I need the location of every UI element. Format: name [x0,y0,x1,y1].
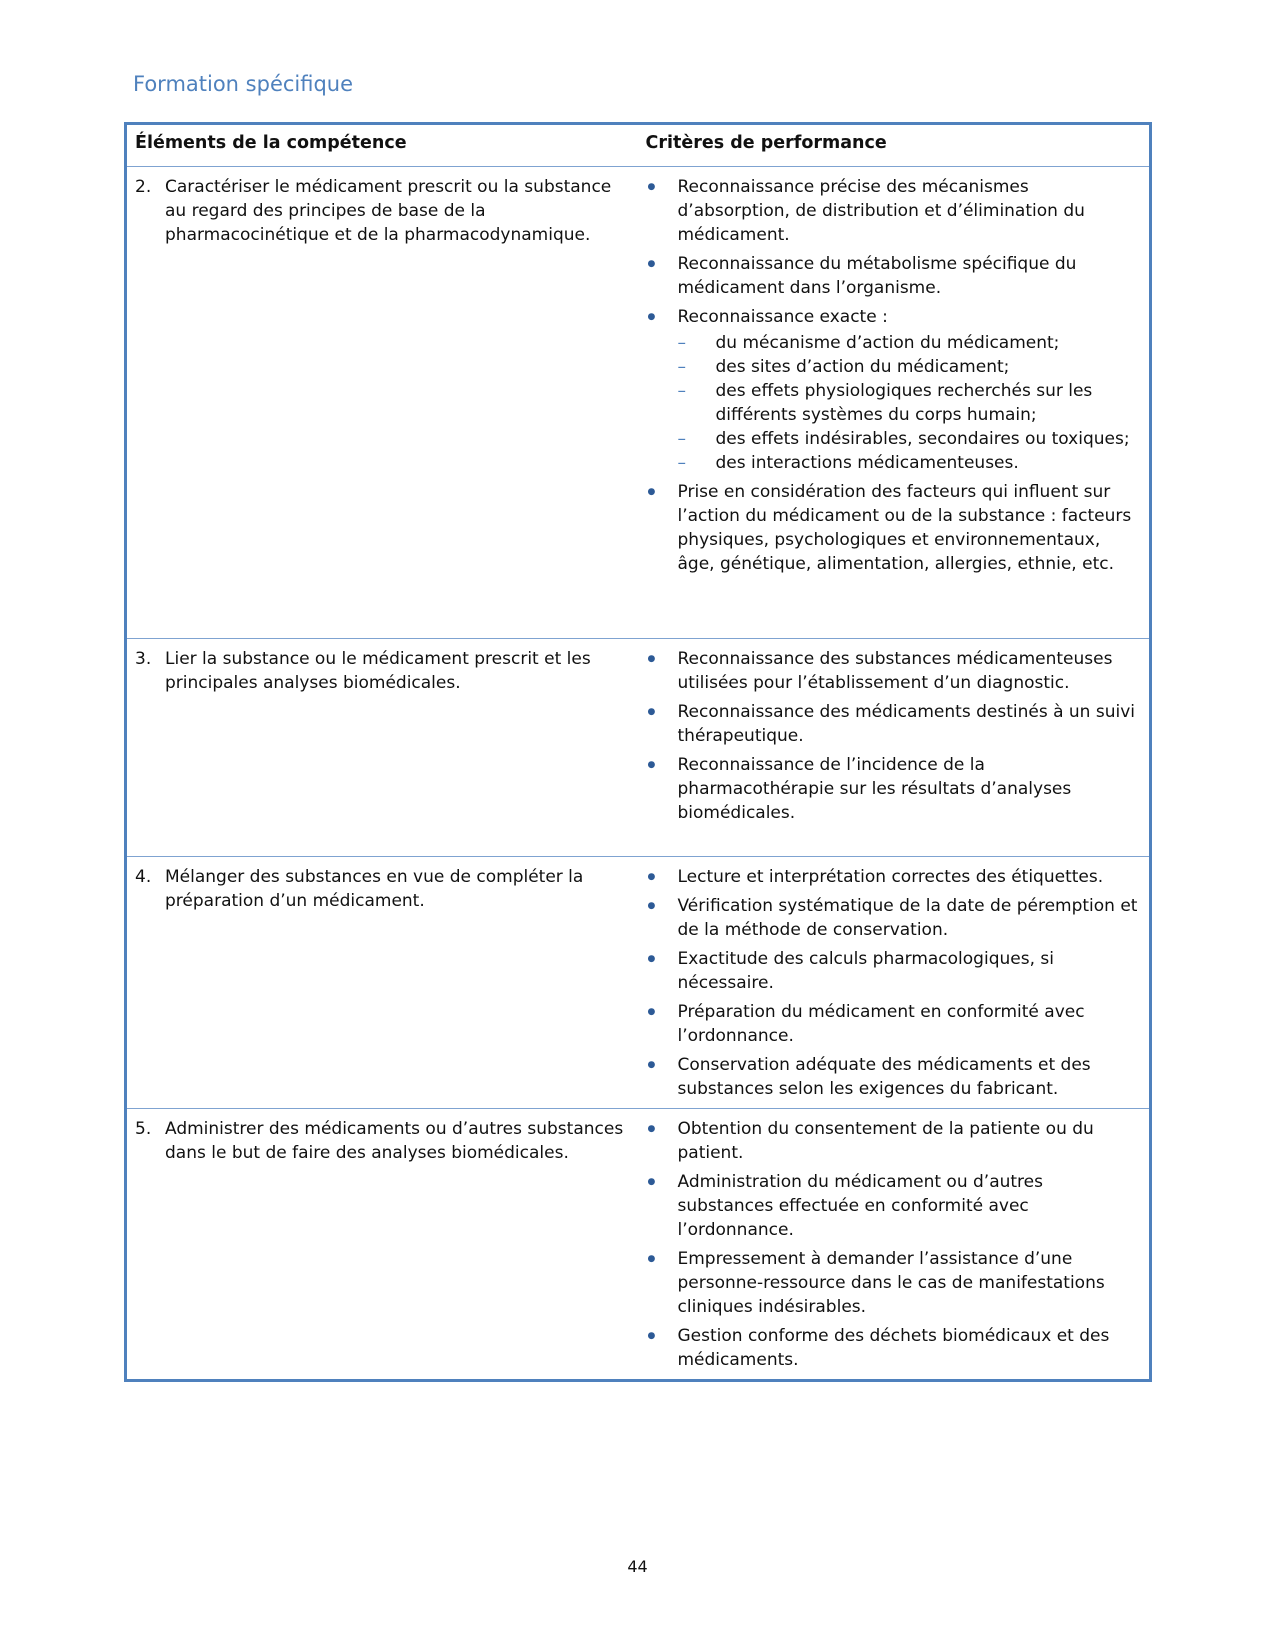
criterion-text: Reconnaissance des médicaments destinés à un suivi thérapeutique. [677,702,1135,746]
sub-item [678,331,1142,355]
element-text: Mélanger des substances en vue de compléter la préparation d’un médicament. [165,867,584,911]
criterion-text: Gestion conforme des déchets biomédicaux et des médicaments. [677,1326,1110,1370]
bullet-icon: ● [647,312,656,322]
criterion-text: Reconnaissance précise des mécanismes d’absorption, de distribution et d’élimination du médicament. [677,177,1085,245]
bullet-icon: ● [647,1177,656,1187]
sub-item-text: des interactions médicamenteuses. [715,453,1019,473]
bullet-icon: ● [647,954,656,964]
element-number: 5. [135,1119,152,1139]
criteria-list [638,639,1150,825]
criteria-list [638,167,1150,576]
table-row [126,1109,1151,1381]
page-number: 44 [627,1557,648,1576]
criterion-text: Empressement à demander l’assistance d’une personne-ressource dans le cas de manifestations cliniques indésirables. [677,1249,1105,1317]
table-row [126,639,1151,857]
bullet-icon: ● [647,654,656,664]
criterion-text: Préparation du médicament en conformité avec l’ordonnance. [677,1002,1085,1046]
element-number: 4. [135,867,152,887]
element-cell [126,1109,638,1381]
criterion-text: Vérification systématique de la date de péremption et de la méthode de conservation. [677,896,1138,940]
criteria-cell [638,1109,1151,1381]
criterion-text: Reconnaissance exacte : [677,307,888,327]
table-header-row [126,124,1151,167]
bullet-icon: ● [647,1007,656,1017]
element-cell [126,639,638,857]
list-item [648,252,1142,300]
criteria-cell [638,167,1151,639]
list-item [648,894,1142,942]
list-item [648,305,1142,475]
header-elements: Éléments de la compétence [126,124,638,167]
sub-item-text: du mécanisme d’action du médicament; [715,333,1060,353]
bullet-icon: ● [647,1124,656,1134]
list-item [648,753,1142,825]
element-text: Lier la substance ou le médicament prescrit et les principales analyses biomédicales. [165,649,591,693]
bullet-icon: ● [647,901,656,911]
element-cell [126,167,638,639]
criteria-list [638,1109,1150,1372]
list-item [648,1324,1142,1372]
bullet-icon: ● [647,487,656,497]
list-item [648,175,1142,247]
list-item [648,865,1142,889]
sub-list [678,331,1142,475]
criterion-text: Reconnaissance du métabolisme spécifique du médicament dans l’organisme. [677,254,1077,298]
table-row [126,857,1151,1109]
criterion-text: Obtention du consentement de la patiente ou du patient. [677,1119,1094,1163]
element-number: 3. [135,649,152,669]
dash-icon: – [677,381,686,401]
bullet-icon: ● [647,1331,656,1341]
dash-icon: – [677,333,686,353]
sub-item [678,379,1142,427]
criterion-text: Administration du médicament ou d’autres substances effectuée en conformité avec l’ordonnance. [677,1172,1043,1240]
criterion-text: Prise en considération des facteurs qui influent sur l’action du médicament ou de la substance : facteurs physiques, psychologiques et environnementaux, âge, génétique, alimentation, allergies, ethnie, etc. [677,482,1132,574]
bullet-icon: ● [647,760,656,770]
list-item [648,1117,1142,1165]
element-text: Administrer des médicaments ou d’autres substances dans le but de faire des analyses biomédicales. [165,1119,624,1163]
dash-icon: – [677,357,686,377]
dash-icon: – [677,453,686,473]
element-text: Caractériser le médicament prescrit ou la substance au regard des principes de base de la pharmacocinétique et de la pharmacodynamique. [165,177,612,245]
criteria-list [638,857,1150,1101]
sub-item [678,427,1142,451]
bullet-icon: ● [647,1060,656,1070]
bullet-icon: ● [647,872,656,882]
dash-icon: – [677,429,686,449]
criterion-text: Reconnaissance des substances médicamenteuses utilisées pour l’établissement d’un diagnostic. [677,649,1113,693]
header-criteria: Critères de performance [638,124,1151,167]
bullet-icon: ● [647,1254,656,1264]
table-row [126,167,1151,639]
bullet-icon: ● [647,707,656,717]
element-cell [126,857,638,1109]
bullet-icon: ● [647,182,656,192]
list-item [648,480,1142,576]
criterion-text: Conservation adéquate des médicaments et des substances selon les exigences du fabricant. [677,1055,1091,1099]
sub-item [678,451,1142,475]
list-item [648,1247,1142,1319]
competence-table [124,122,1152,1382]
criterion-text: Reconnaissance de l’incidence de la pharmacothérapie sur les résultats d’analyses biomédicales. [677,755,1072,823]
sub-item-text: des sites d’action du médicament; [715,357,1010,377]
sub-item-text: des effets indésirables, secondaires ou toxiques; [715,429,1130,449]
criteria-cell [638,639,1151,857]
list-item [648,1170,1142,1242]
criteria-cell [638,857,1151,1109]
sub-item-text: des effets physiologiques recherchés sur les différents systèmes du corps humain; [715,381,1093,425]
list-item [648,700,1142,748]
list-item [648,1000,1142,1048]
sub-item [678,355,1142,379]
list-item [648,1053,1142,1101]
list-item [648,947,1142,995]
criterion-text: Exactitude des calculs pharmacologiques, si nécessaire. [677,949,1054,993]
criterion-text: Lecture et interprétation correctes des étiquettes. [677,867,1104,887]
section-title: Formation spécifique [133,72,354,96]
bullet-icon: ● [647,259,656,269]
list-item [648,647,1142,695]
element-number: 2. [135,177,152,197]
